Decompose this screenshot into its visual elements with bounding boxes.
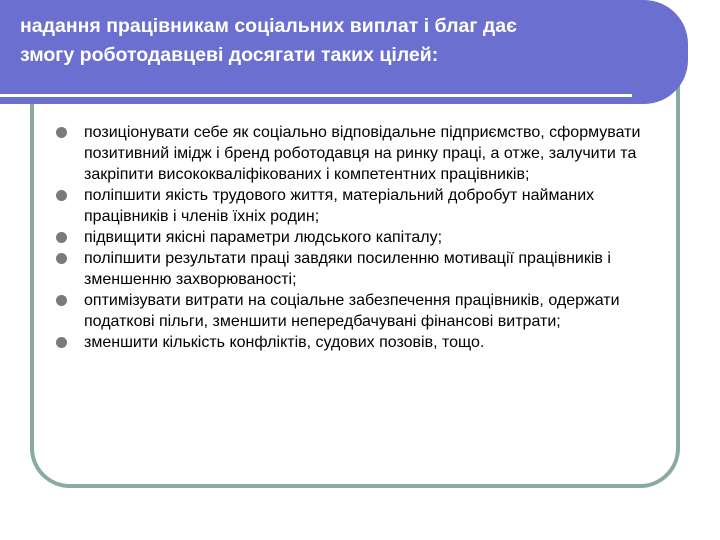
bullet-text: підвищити якісні параметри людського капіталу; [84,229,443,246]
bullet-item [56,185,676,227]
slide-title: надання працівникам соціальних виплат і благ дає змогу роботодавцеві досягати таких цілей: [20,15,517,66]
bullet-icon [56,190,67,201]
bullet-item [56,227,676,248]
bullet-icon [56,337,67,348]
bullet-item [56,332,676,353]
bullet-icon [56,232,67,243]
bullet-icon [56,253,67,264]
bullet-text: зменшити кількість конфліктів, судових позовів, тощо. [84,334,485,351]
bullet-icon [56,127,67,138]
bullet-list [56,122,676,353]
bullet-text: поліпшити якість трудового життя, матеріальний добробут найманих працівників і членів їхніх родин; [84,187,595,225]
bullet-item [56,290,676,332]
title-divider [0,94,632,97]
bullet-text: поліпшити результати праці завдяки посиленню мотивації працівників і зменшенню захворюваності; [84,250,611,288]
bullet-item [56,248,676,290]
bullet-text: позиціонувати себе як соціально відповідальне підприємство, сформувати позитивний імідж і бренд роботодавця на ринку праці, а отже, залучити та закріпити висококваліфікованих і компетентних працівників; [84,124,641,183]
bullet-item [56,122,676,185]
bullet-icon [56,295,67,306]
title-banner [0,0,688,104]
bullet-text: оптимізувати витрати на соціальне забезпечення працівників, одержати податкові пільги, зменшити непередбачувані фінансові витрати; [84,292,620,330]
